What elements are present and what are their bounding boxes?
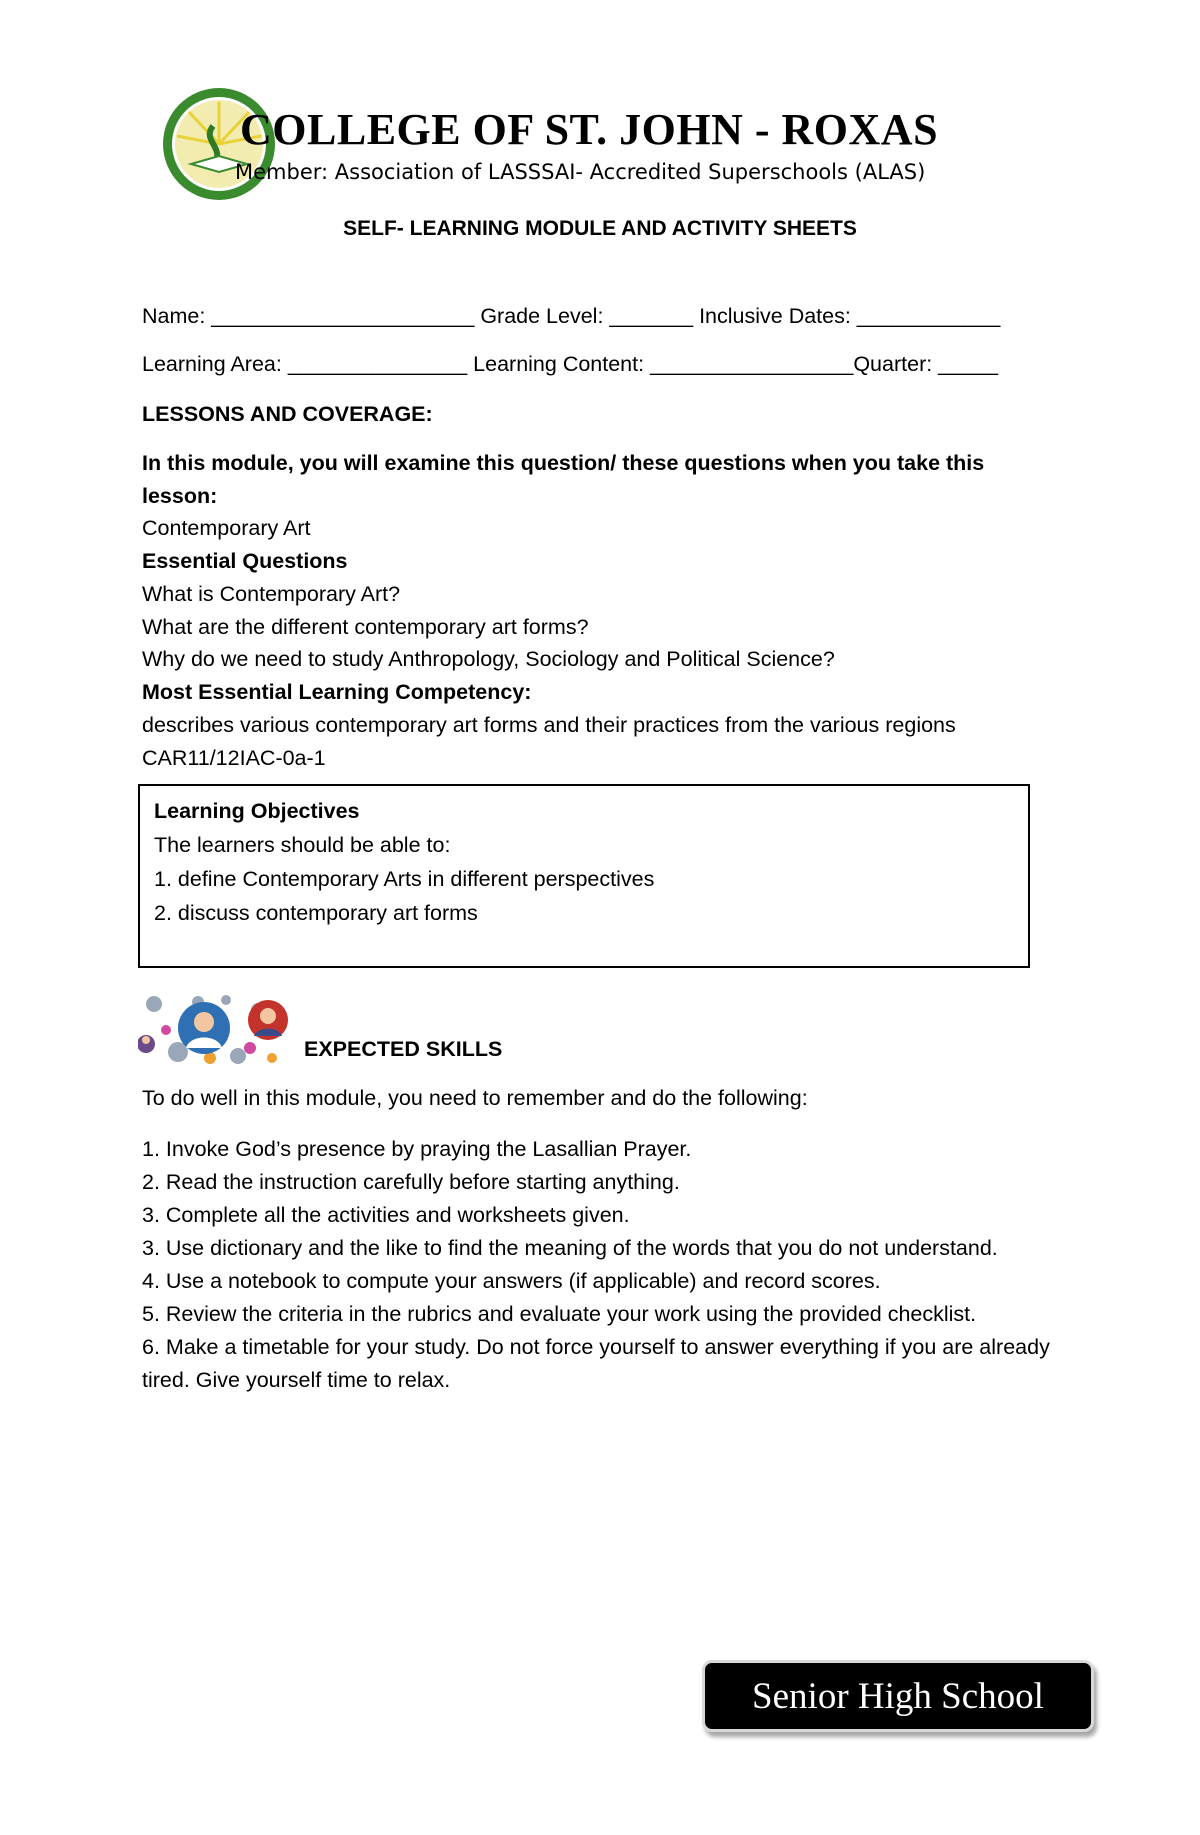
membership-line: Member: Association of LASSSAI- Accredited Superschools (ALAS) — [235, 160, 926, 184]
learning-objectives-box — [138, 784, 1030, 968]
skill-item: 4. Use a notebook to compute your answers (if applicable) and record scores. — [142, 1269, 881, 1293]
skill-item: 3. Use dictionary and the like to find the meaning of the words that you do not understand. — [142, 1236, 998, 1260]
objectives-lead: The learners should be able to: — [154, 833, 451, 857]
essential-questions-heading: Essential Questions — [142, 549, 348, 573]
people-gears-icon — [138, 992, 290, 1066]
skill-item: 2. Read the instruction carefully before starting anything. — [142, 1170, 680, 1194]
skill-item: 1. Invoke God’s presence by praying the Lasallian Prayer. — [142, 1137, 692, 1161]
lessons-intro: In this module, you will examine this question/ these questions when you take this — [142, 451, 985, 475]
melc-text: describes various contemporary art forms and their practices from the various regions — [142, 713, 956, 737]
skill-item: 6. Make a timetable for your study. Do not force yourself to answer everything if you are already tired. Give yourself time to relax. — [142, 1335, 1050, 1392]
melc-code: CAR11/12IAC-0a-1 — [142, 746, 326, 770]
lessons-heading: LESSONS AND COVERAGE: — [142, 402, 433, 426]
form-row-learning-area: Learning Area: _______________ Learning Content: _________________Quarter: _____ — [142, 352, 998, 376]
objectives-heading: Learning Objectives — [154, 799, 360, 823]
expected-skills-heading: EXPECTED SKILLS — [304, 1037, 503, 1061]
essential-question: Why do we need to study Anthropology, Sociology and Political Science? — [142, 647, 835, 671]
senior-high-school-badge: Senior High School — [702, 1660, 1094, 1732]
lessons-intro-cont: lesson: — [142, 484, 218, 508]
skill-item: 5. Review the criteria in the rubrics and evaluate your work using the provided checklist. — [142, 1302, 977, 1326]
essential-question: What are the different contemporary art forms? — [142, 615, 589, 639]
objective-item: 1. define Contemporary Arts in different perspectives — [154, 867, 655, 891]
lesson-topic: Contemporary Art — [142, 516, 311, 540]
melc-heading: Most Essential Learning Competency: — [142, 680, 532, 704]
document-title: SELF- LEARNING MODULE AND ACTIVITY SHEETS — [343, 217, 857, 240]
school-name: COLLEGE OF ST. JOHN - ROXAS — [240, 105, 939, 154]
skill-item: 3. Complete all the activities and worksheets given. — [142, 1203, 630, 1227]
skills-lead: To do well in this module, you need to remember and do the following: — [142, 1086, 808, 1110]
objective-item: 2. discuss contemporary art forms — [154, 901, 478, 925]
form-row-name: Name: ______________________ Grade Level: _______ Inclusive Dates: ____________ — [142, 304, 1001, 328]
skills-list — [142, 1133, 1082, 1397]
essential-question: What is Contemporary Art? — [142, 582, 401, 606]
